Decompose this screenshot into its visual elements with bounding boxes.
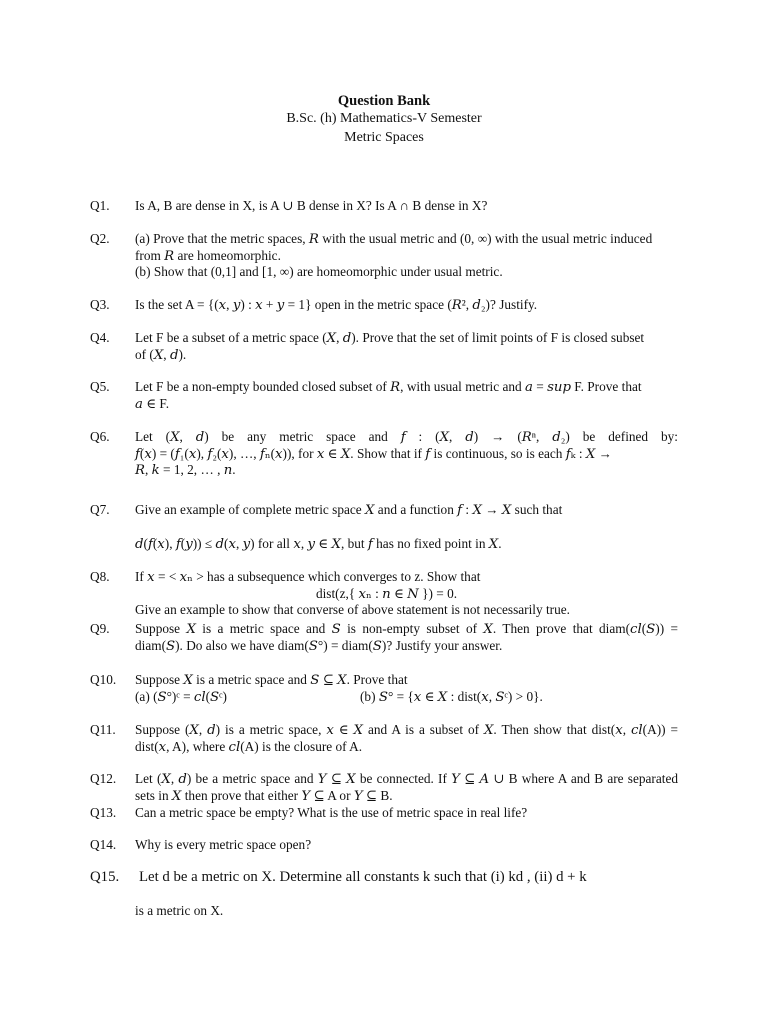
subject-subtitle: Metric Spaces xyxy=(344,130,424,145)
blank-line xyxy=(135,886,678,903)
question-text xyxy=(135,231,678,281)
question-text xyxy=(135,621,678,654)
question-line: dist(z,{ 𝑥ₙ : 𝑛 ∈ 𝑁 }) = 0. xyxy=(315,585,458,601)
question-number: Q14. xyxy=(90,837,117,852)
question-line: Why is every metric space open? xyxy=(135,837,312,852)
question-line: is a metric on X. xyxy=(135,902,224,918)
question-line: Is A, B are dense in X, is A ∪ B dense in X? Is A ∩ B dense in X? xyxy=(135,198,488,213)
question-number: Q7. xyxy=(90,502,110,517)
question-number: Q8. xyxy=(90,569,110,584)
question-line: Let F be a non-empty bounded closed subset of 𝑅, with usual metric and 𝑎 = 𝑠𝑢𝑝 F. Prove that xyxy=(135,379,642,394)
question-number: Q11. xyxy=(90,722,116,737)
question-line: Give an example to show that converse of above statement is not necessarily true. xyxy=(135,602,570,617)
question-line: Can a metric space be empty? What is the use of metric space in real life? xyxy=(135,805,528,820)
question-text xyxy=(135,805,678,822)
question-line: Let (𝑋, 𝑑) be any metric space and 𝑓 : (𝑋, 𝑑) → (𝑅ⁿ, 𝑑₂) be defined by: xyxy=(135,429,678,444)
question-line: 𝑑(𝑓(𝑥), 𝑓(𝑦)) ≤ 𝑑(𝑥, 𝑦) for all 𝑥, 𝑦 ∈ 𝑋, but 𝑓 has no fixed point in 𝑋. xyxy=(135,535,502,551)
question-line: from 𝑅 are homeomorphic. xyxy=(135,247,281,263)
question-text xyxy=(135,502,678,552)
question-number: Q13. xyxy=(90,805,117,820)
question-part-b: (b) 𝑆° = {𝑥 ∈ 𝑋 : dist(𝑥, 𝑆ᶜ) > 0}. xyxy=(360,688,543,704)
question-part-a: (a) (𝑆°)ᶜ = 𝑐𝑙(𝑆ᶜ) xyxy=(135,688,227,704)
question-text xyxy=(135,198,678,215)
question-line: Let F be a subset of a metric space (𝑋, 𝑑). Prove that the set of limit points of F is closed subset xyxy=(135,330,645,345)
question-number: Q5. xyxy=(90,379,110,394)
blank-line xyxy=(135,519,678,536)
question-number: Q9. xyxy=(90,621,110,636)
question-number: Q12. xyxy=(90,771,117,786)
page-title: Question Bank xyxy=(337,93,431,109)
question-number: Q2. xyxy=(90,231,110,246)
question-line: Is the set A = {(𝑥, 𝑦) : 𝑥 + 𝑦 = 1} open in the metric space (𝑅², 𝑑₂)? Justify. xyxy=(135,297,538,312)
question-line: diam(𝑆). Do also we have diam(𝑆°) = diam(𝑆)? Justify your answer. xyxy=(135,637,503,653)
question-text xyxy=(135,379,678,412)
question-line: Suppose 𝑋 is a metric space and 𝑆 ⊆ 𝑋. Prove that xyxy=(135,672,408,687)
question-number: Q10. xyxy=(90,672,117,687)
question-number: Q4. xyxy=(90,330,110,345)
question-line: dist(𝑥, A), where 𝑐𝑙(A) is the closure of A. xyxy=(135,738,363,754)
question-line: If 𝑥 = < 𝑥ₙ > has a subsequence which converges to z. Show that xyxy=(135,569,481,584)
question-text xyxy=(135,722,678,755)
question-number: Q6. xyxy=(90,429,110,444)
question-line: 𝑅, 𝑘 = 1, 2, … , 𝑛. xyxy=(135,462,236,477)
question-text xyxy=(135,837,678,854)
question-number: Q15. xyxy=(90,869,120,885)
question-text xyxy=(135,672,678,705)
question-text xyxy=(135,297,678,314)
question-parts xyxy=(135,689,678,706)
question-line: (b) Show that (0,1] and [1, ∞) are homeomorphic under usual metric. xyxy=(135,264,503,279)
question-line: Suppose (𝑋, 𝑑) is a metric space, 𝑥 ∈ 𝑋 and A is a subset of 𝑋. Then show that dist(𝑥, 𝑐𝑙(A)) = xyxy=(135,722,678,737)
question-line: Give an example of complete metric space 𝑋 and a function 𝑓 : 𝑋 → 𝑋 such that xyxy=(135,502,563,517)
question-line: Suppose 𝑋 is a metric space and 𝑆 is non-empty subset of 𝑋. Then prove that diam(𝑐𝑙(𝑆)) = xyxy=(135,621,678,636)
question-text xyxy=(135,771,678,804)
question-line: 𝑓(𝑥) = (𝑓₁(𝑥), 𝑓₂(𝑥), …, 𝑓ₙ(𝑥)), for 𝑥 ∈ 𝑋. Show that if 𝑓 is continuous, so is each 𝑓ₖ : 𝑋 → xyxy=(135,445,612,461)
question-line: Let (𝑋, 𝑑) be a metric space and 𝑌 ⊆ 𝑋 be connected. If 𝑌 ⊆ 𝐴 ∪ B where A and B are separated xyxy=(135,771,678,786)
question-line: of (𝑋, 𝑑). xyxy=(135,346,187,362)
course-subtitle: B.Sc. (h) Mathematics-V Semester xyxy=(286,111,482,126)
question-text xyxy=(135,569,678,619)
question-text xyxy=(135,869,678,919)
question-number: Q3. xyxy=(90,297,110,312)
question-number: Q1. xyxy=(90,198,110,213)
question-line: Let d be a metric on X. Determine all constants k such that (i) kd , (ii) d + k xyxy=(139,869,587,885)
question-text xyxy=(135,330,678,363)
question-line: sets in 𝑋 then prove that either 𝑌 ⊆ A or 𝑌 ⊆ B. xyxy=(135,787,393,803)
question-line: 𝑎 ∈ F. xyxy=(135,395,170,411)
question-line: (a) Prove that the metric spaces, 𝑅 with the usual metric and (0, ∞) with the usual metric induced xyxy=(135,231,653,246)
question-text xyxy=(135,429,678,479)
